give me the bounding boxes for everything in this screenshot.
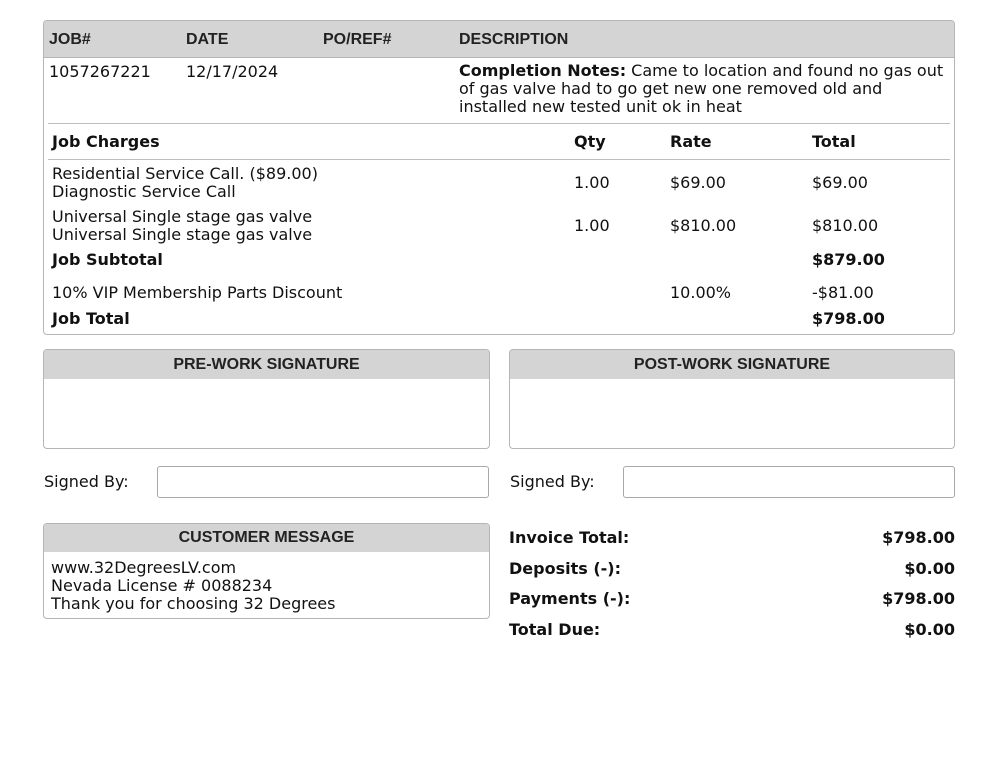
po-ref-header: PO/REF# <box>323 31 392 48</box>
total-due-value: $0.00 <box>904 620 955 639</box>
charge-rate: $810.00 <box>670 216 737 235</box>
total-header: Total <box>812 132 856 151</box>
customer-message-thanks: Thank you for choosing 32 Degrees <box>51 594 336 613</box>
job-charges-header: Job Charges <box>52 132 160 151</box>
job-table-header <box>44 21 954 58</box>
pre-work-signature-box[interactable] <box>43 349 490 449</box>
discount-label: 10% VIP Membership Parts Discount <box>52 283 343 302</box>
date-header: DATE <box>186 31 229 48</box>
deposits-label: Deposits (-): <box>509 559 621 578</box>
job-total-value: $798.00 <box>812 309 885 328</box>
description-header: DESCRIPTION <box>459 31 569 48</box>
total-due-label: Total Due: <box>509 620 601 639</box>
job-number-header: JOB# <box>49 31 91 48</box>
post-signed-by-field[interactable] <box>623 466 955 498</box>
pre-signed-by-field[interactable] <box>157 466 489 498</box>
charge-description: Universal Single stage gas valve <box>52 225 313 244</box>
charge-rate: $69.00 <box>670 173 726 192</box>
charge-qty: 1.00 <box>574 173 610 192</box>
job-date-value: 12/17/2024 <box>186 62 279 81</box>
charge-name: Residential Service Call. ($89.00) <box>52 164 318 183</box>
charge-qty: 1.00 <box>574 216 610 235</box>
job-total-label: Job Total <box>52 309 130 328</box>
job-subtotal-value: $879.00 <box>812 250 885 269</box>
divider <box>48 159 950 160</box>
customer-message-website: www.32DegreesLV.com <box>51 558 237 577</box>
pre-work-signature-title: PRE-WORK SIGNATURE <box>44 350 489 379</box>
invoice-total-value: $798.00 <box>882 528 955 547</box>
job-subtotal-label: Job Subtotal <box>52 250 163 269</box>
job-details-panel <box>43 20 955 335</box>
customer-message-box <box>43 523 490 619</box>
post-signed-by-label: Signed By: <box>510 472 595 491</box>
customer-message-title: CUSTOMER MESSAGE <box>44 524 489 552</box>
discount-rate: 10.00% <box>670 283 732 302</box>
completion-notes-text: Came to location and found no gas out of gas valve had to go get new one removed old and installed new tested unit ok in heat <box>459 61 944 116</box>
charge-description: Diagnostic Service Call <box>52 182 236 201</box>
charge-total: $810.00 <box>812 216 879 235</box>
rate-header: Rate <box>670 132 712 151</box>
invoice-total-label: Invoice Total: <box>509 528 630 547</box>
payments-value: $798.00 <box>882 589 955 608</box>
pre-signed-by-label: Signed By: <box>44 472 129 491</box>
completion-notes-label: Completion Notes: <box>459 61 627 80</box>
qty-header: Qty <box>574 132 606 151</box>
deposits-value: $0.00 <box>904 559 955 578</box>
completion-notes <box>459 62 954 116</box>
post-work-signature-title: POST-WORK SIGNATURE <box>510 350 954 379</box>
charge-total: $69.00 <box>812 173 868 192</box>
charge-name: Universal Single stage gas valve <box>52 207 313 226</box>
customer-message-license: Nevada License # 0088234 <box>51 576 273 595</box>
divider <box>48 123 950 124</box>
job-number-value: 1057267221 <box>49 62 151 81</box>
payments-label: Payments (-): <box>509 589 631 608</box>
post-work-signature-box[interactable] <box>509 349 955 449</box>
discount-value: -$81.00 <box>812 283 874 302</box>
